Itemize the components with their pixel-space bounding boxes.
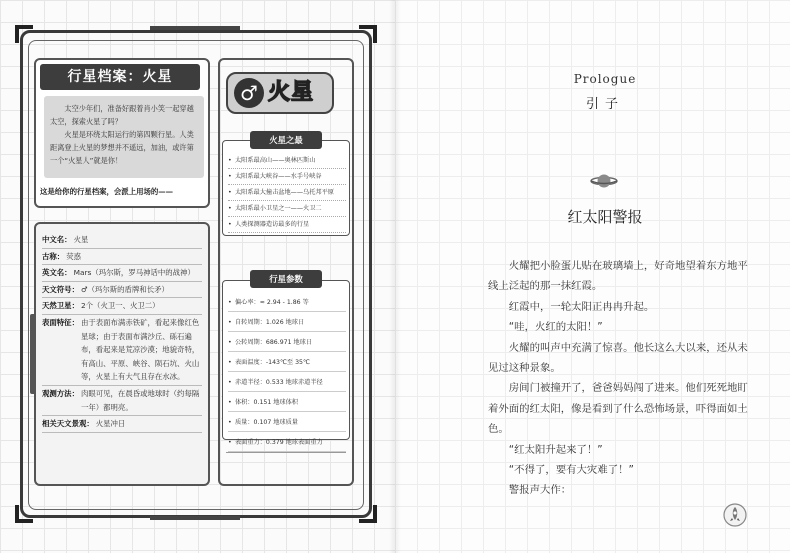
info-key: 中文名： <box>42 235 72 244</box>
list-item: • 自转周期：1.026 地球日 <box>228 318 346 332</box>
info-key: 古称： <box>42 251 65 261</box>
list-item: • 赤道半径：0.533 地球赤道半径 <box>228 378 346 392</box>
intro-paragraph: 火星是环绕太阳运行的第四颗行星。人类距离登上火星的梦想并不遥远，加油，或许第一个“火星人”就是你！ <box>50 130 194 165</box>
list-item: • 质量：0.107 地球质量 <box>228 418 346 432</box>
section-title: 引子 <box>585 97 624 112</box>
info-item <box>42 416 202 433</box>
list-item: • 表面重力：0.379 地球表面重力 <box>228 438 346 452</box>
info-value: 火星 <box>73 235 89 244</box>
story-paragraph: “哇，火红的太阳！” <box>508 321 603 334</box>
info-value: 2个（火卫一、火卫二） <box>80 301 160 311</box>
info-value: ♂（玛尔斯的盾牌和长矛） <box>80 284 169 294</box>
story-paragraph: 火耀的叫声中充满了惊喜。他长这么大以来，还从未见过这种景象。 <box>488 341 748 375</box>
mars-facts-list <box>228 156 346 236</box>
info-item <box>42 232 202 249</box>
mars-badge-name: 火星 <box>268 80 315 105</box>
frame-tick <box>150 26 240 30</box>
column-footer-line <box>226 452 346 478</box>
story-paragraph: 火耀把小脸蛋儿贴在玻璃墙上，好奇地望着东方地平线上泛起的那一抹红霞。 <box>488 260 748 293</box>
list-item: • 人类探测器造访最多的行星 <box>228 220 346 233</box>
story-paragraph: 红霞中，一轮太阳正冉冉升起。 <box>508 300 655 313</box>
mars-symbol-icon: ♂ <box>234 78 264 108</box>
book-gutter <box>389 0 401 553</box>
info-key: 相关天文景观： <box>42 419 94 429</box>
info-item <box>42 265 202 282</box>
info-key: 观测方法： <box>42 388 79 398</box>
list-item: • 公转周期：686.971 地球日 <box>228 338 346 352</box>
frame-tick <box>150 516 240 520</box>
list-item: • 太阳系最大峡谷——水手号峡谷 <box>228 172 346 185</box>
intro-paragraph: 太空少年们，准备好跟着肖小笑一起穿越太空，探索火星了吗？ <box>50 104 194 126</box>
planet-icon <box>590 172 618 190</box>
mars-facts-title: 火星之最 <box>250 131 322 149</box>
list-item: • 表面温度：-143℃至 35℃ <box>228 358 346 372</box>
info-value: Mars（玛尔斯，罗马神话中的战神） <box>73 268 195 278</box>
info-key: 英文名： <box>42 268 72 278</box>
info-value: 由于表面布满赤铁矿，看起来像红色星球；由于表面布满沙丘、砾石遍布，看起来是荒凉沙漠；地貌奇特，有高山、平原、峡谷、陨石坑、火山等，火星上有大气且存在水冰。 <box>80 317 200 382</box>
list-item: • 太阳系最大撞击盆地——乌托邦平原 <box>228 188 346 201</box>
rocket-icon <box>722 502 748 528</box>
info-item <box>42 386 202 416</box>
intro-text <box>44 96 204 178</box>
story-paragraph: “红太阳升起来了！” <box>508 443 603 456</box>
info-key: 天文符号： <box>42 284 79 294</box>
frame-corner <box>359 505 377 523</box>
info-list <box>42 232 202 433</box>
story-text <box>488 256 758 501</box>
info-value: 肉眼可见，在晨昏或地球时（约每隔一年）都明亮。 <box>80 388 200 412</box>
frame-corner <box>15 505 33 523</box>
chapter-title: 红太阳警报 <box>567 208 643 226</box>
info-item <box>42 249 202 266</box>
info-item <box>42 282 202 299</box>
prologue-label: Prologue <box>573 72 637 86</box>
info-item <box>42 315 202 386</box>
info-key: 表面特征： <box>42 317 79 327</box>
params-title: 行星参数 <box>250 270 322 288</box>
frame-corner <box>359 25 377 43</box>
info-value: 荧惑 <box>66 251 81 261</box>
list-item: • 偏心率：≈ 2.94 - 1.86 等 <box>228 298 346 312</box>
story-paragraph: 房间门被撞开了，爸爸妈妈闯了进来。他们死死地盯着外面的红太阳，像是看到了什么恐怖场景，吓得面如土色。 <box>488 382 748 436</box>
info-key: 天然卫星： <box>42 301 79 311</box>
list-item: • 太阳系最小卫星之一——火卫二 <box>228 204 346 217</box>
info-value: 火星冲日 <box>95 419 126 429</box>
list-item: • 太阳系最高山——奥林匹斯山 <box>228 156 346 169</box>
intro-bottom-line: 这是给你的行星档案，会派上用场的—— <box>40 187 174 196</box>
list-item: • 体积：0.151 地球体积 <box>228 398 346 412</box>
story-paragraph: “不得了，要有大灾难了！” <box>508 464 634 477</box>
archive-title: 行星档案：火星 <box>40 64 200 90</box>
story-paragraph: 警报声大作： <box>508 484 572 497</box>
info-item <box>42 298 202 315</box>
frame-corner <box>15 25 33 43</box>
params-list <box>228 298 346 458</box>
